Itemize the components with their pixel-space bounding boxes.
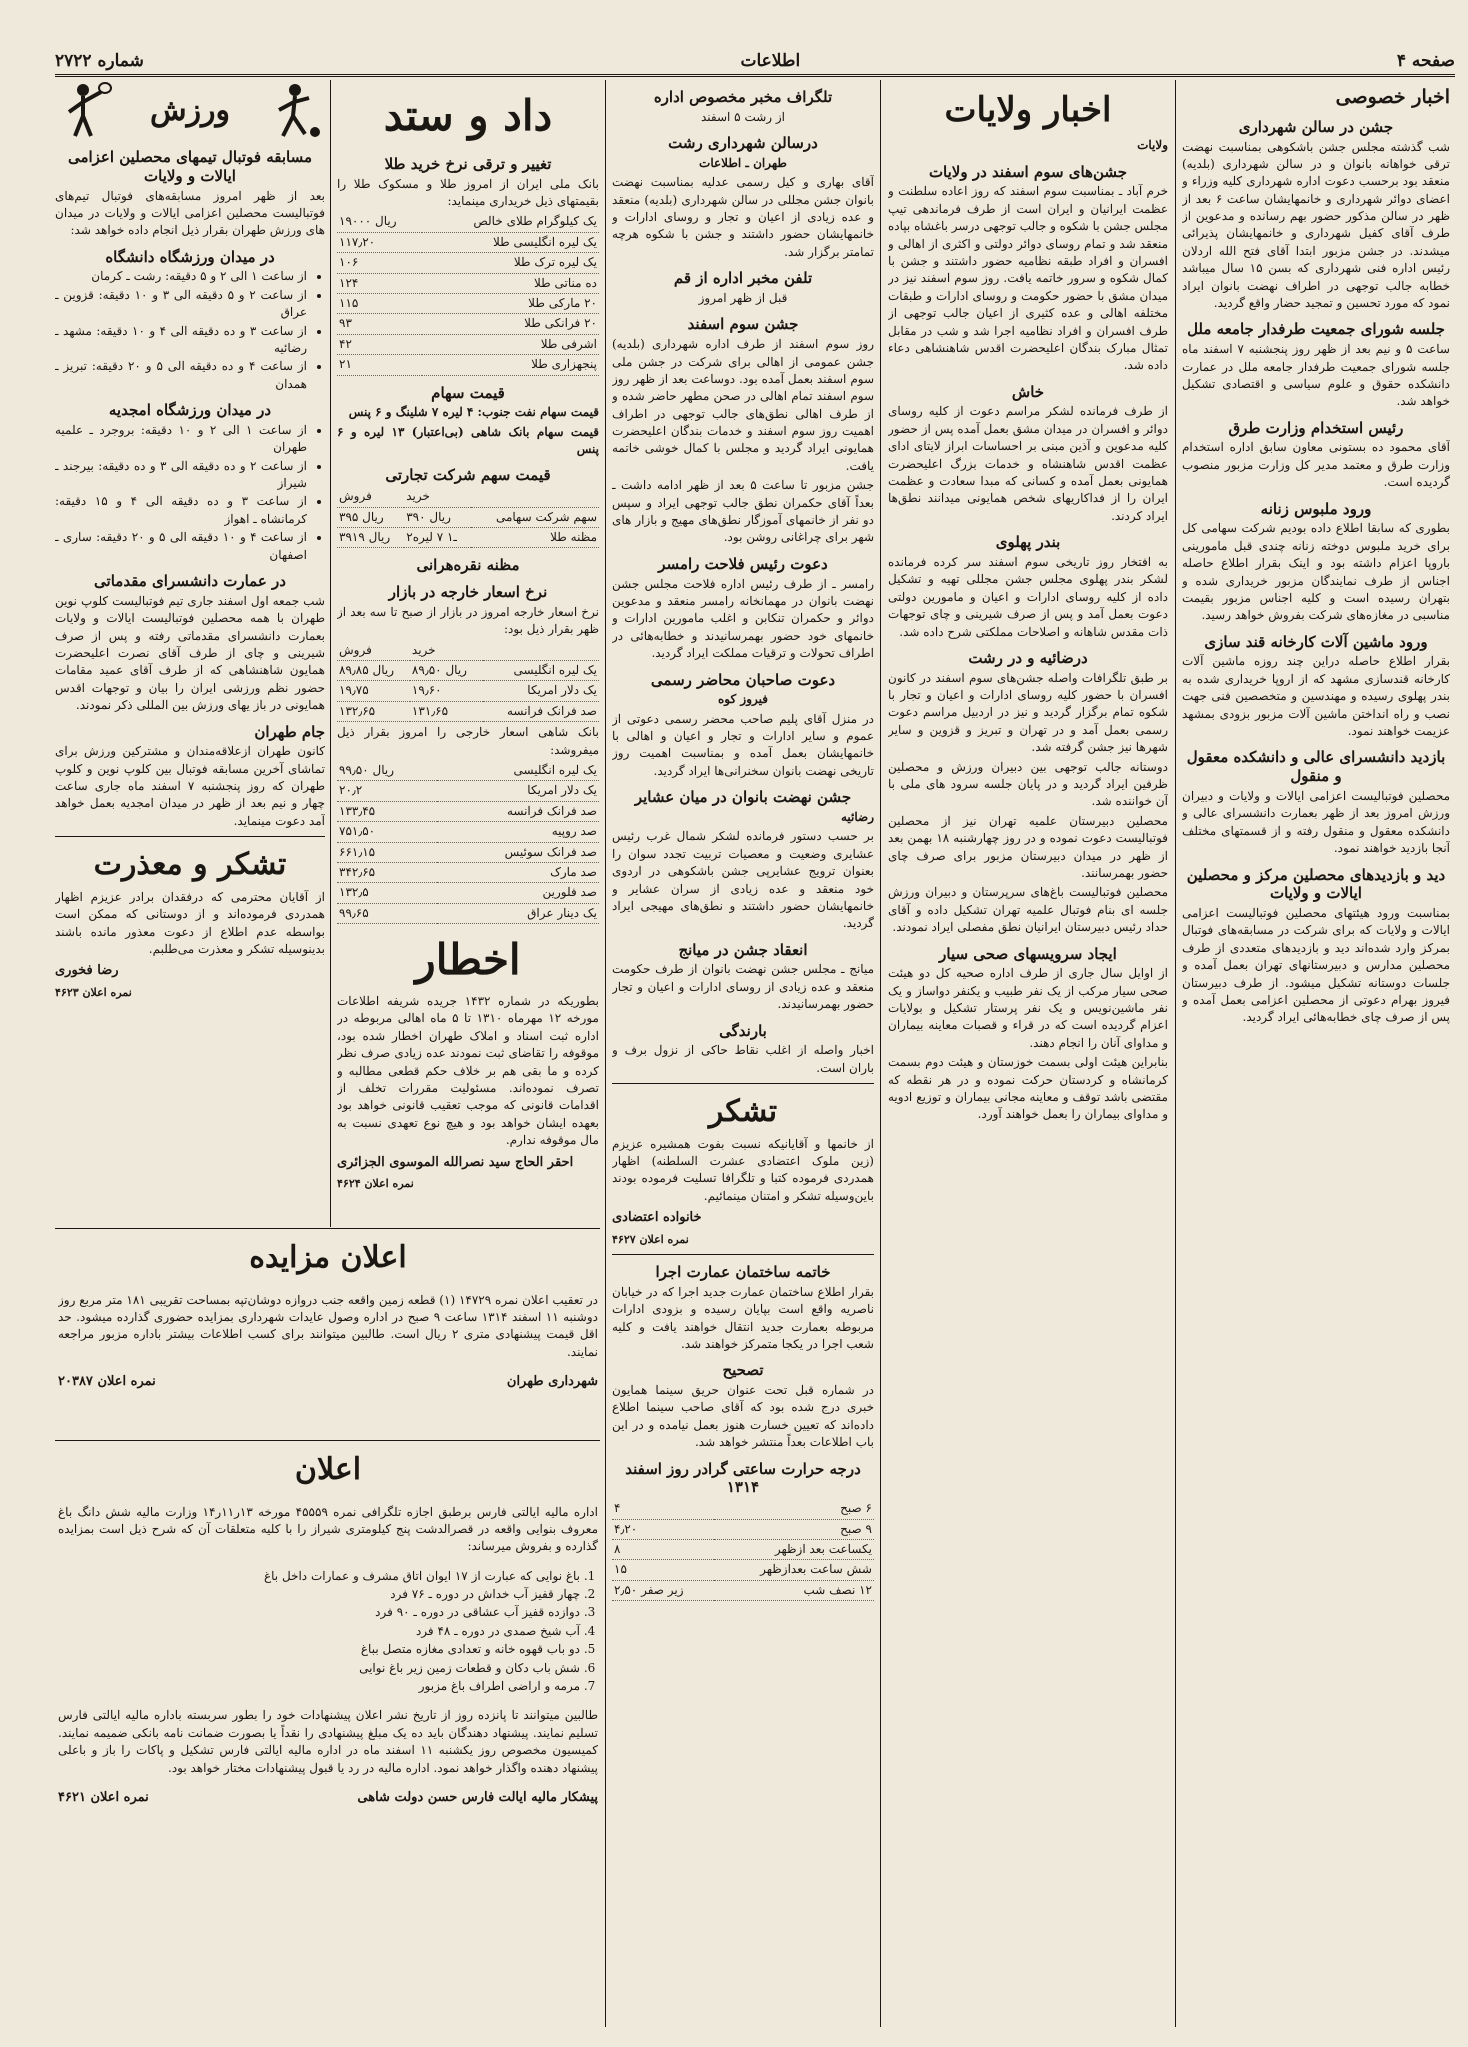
gold-row	[337, 293, 599, 313]
article-body: شب گذشته مجلس جشن باشکوهی بمناسبت نهضت ترقی خواهانه بانوان و در سالن شهرداری (بلدیه) منعقد بود برحسب دعوت اداره شهرداری کلیه وزراء و اعضای دوائر شهرداری و خانمهایشان ساعت ۶ بعد از ظهر در سالن مذکور حضور بهم رسانده و مدعوین از طرف آقای کفیل شهرداری و خانمهایشان پذیرائی میشدند. در جشن مزبور ابتدا آقای فتح الله اردلان رئیس اداره فنی شهرداری که بسن ۱۵ سال میباشد خطابه جالب توجهی در اطراف نهضت بانوان ایراد نمود که مورد تحسین و تمجید حضار واقع گردید.	[1182, 139, 1450, 311]
sell-price: ۲۰٫۲	[337, 781, 437, 801]
article-body: بعد از ظهر امروز مسابقه‌های فوتبال تیم‌های فوتبالیست محصلین اعزامی ایالات و ولایات در میدان های ورزش طهران بقرار ذیل انجام داده خواهد شد:	[55, 188, 325, 238]
trade-row	[337, 528, 599, 548]
article-body: طالبین میتوانند تا پانزده روز از تاریخ نشر اعلان پیشنهادات خود را بطور سربسته باداره مالیه ایالتی فارس تسلیم نمایند. پیشنهاد دهندگان باید ده یک مبلغ پیشنهادی را نقداً یا بصورت ضمانت نامه بانکی ضمیمه نمایند. کمیسیون مخصوص روز یکشنبه ۱۱ اسفند ماه در اداره مالیه ایالتی فارس تشکیل و پاکات را باز و باعلی پیشنهاد دهنده واگذار خواهد نمود. اداره مالیه در رد یا قبول پیشنهادات مختار خواهد بود.	[58, 1708, 598, 1775]
bank-rate-row	[337, 903, 599, 923]
sell-header: فروش	[337, 641, 410, 661]
sell-price: ۱۹٫۷۵	[337, 681, 410, 701]
article-body: اخبار واصله از اغلب نقاط حاکی از نزول برف و باران است.	[612, 1043, 874, 1075]
match-item: • از ساعت ۲ و ۵ دقیقه الی ۳ و ۱۰ دقیقه: قزوین ـ عراق	[55, 287, 307, 322]
headline: در میدان ورزشگاه دانشگاه	[105, 247, 275, 266]
bank-rate-row	[337, 883, 599, 903]
headline: نرخ اسعار خارجه در بازار	[388, 583, 548, 602]
buy-header: خرید	[410, 641, 483, 661]
buy-price: ۱۳۱٫۶۵	[410, 701, 483, 721]
item-name: ۲۰ فرانکی طلا	[422, 314, 599, 334]
signature: پیشکار مالیه ایالت فارس حسن دولت شاهی	[357, 1789, 598, 1805]
temperature-row	[612, 1580, 874, 1600]
signature: احقر الحاج سید نصرالله الموسوی الجزائری	[337, 1154, 574, 1170]
divider	[55, 1228, 600, 1229]
fx-rate-table	[337, 641, 599, 723]
headline: جشن سوم اسفند	[687, 315, 799, 334]
item-price: ۱۹۰۰۰ ریال	[337, 212, 422, 232]
time-label: ۹ صبح	[714, 1519, 874, 1539]
headline: دعوت صاحبان محاضر رسمی	[650, 670, 836, 689]
article-body: جشن مزبور تا ساعت ۵ بعد از ظهر ادامه داشت ـ بعداً آقای حکمران نطق جالب توجهی ایراد و سپس دو نفر از خانمهای آموزگار نطق‌های مهیج و بازار های شهر برای چراغانی روشن بود.	[612, 478, 874, 545]
temperature-value: ۲٫۵۰ زیر صفر	[612, 1580, 714, 1600]
headline: بازدید دانشسرای عالی و دانشکده معقول و منقول	[1186, 748, 1446, 786]
headline: قیمت سهام	[431, 383, 505, 402]
property-list	[58, 1568, 580, 1696]
headline: تلفن مخبر اداره از قم	[673, 269, 813, 288]
article-body: از آقایان محترمی که درفقدان برادر عزیزم اظهار همدردی فرموده‌اند و از دوستانی که ممکن است بواسطه عدم اطلاع از دعوت معذور مانده باشند بدینوسیله تشکر و معذرت می‌طلبم.	[55, 889, 325, 956]
fx-row	[337, 701, 599, 721]
article-body: در تعقیب اعلان نمره ۱۴۷۲۹ (۱) قطعه زمین واقعه جنب دروازه دوشان‌تپه بمساحت تقریبی ۱۸۱ متر مربع روز دوشنبه ۱۱ اسفند ۱۳۱۴ ساعت ۹ صبح در اداره وصول عایدات شهرداری بمزایده حضوری گذارده میشود. حد اقل قیمت پیشنهادی متری ۲ ریال است. طالبین میتوانند برای کسب اطلاعات بیشتر باداره مزبور مراجعه نمایند.	[58, 1292, 598, 1359]
notice-number: نمره اعلان ۴۶۲۷	[612, 1233, 689, 1247]
article-body: میانج ـ مجلس جشن نهضت بانوان از طرف حکومت منعقد و عده زیادی از روسای ادارات و اعیان و تجار حضور بهمرسانیدند.	[612, 962, 874, 1012]
currency-name: صد فرانک سوئیس	[437, 842, 599, 862]
item-price: ۹۳	[337, 314, 422, 334]
headline: دید و بازدیدهای محصلین مرکز و محصلین ایالات و ولایات	[1186, 865, 1446, 903]
trade-row	[337, 507, 599, 527]
share-price: قیمت سهام نفت جنوب: ۴ لیره ۷ شلینگ و ۶ پنس	[348, 405, 599, 420]
item-price: ۱۱۵	[337, 293, 422, 313]
article-body: بقرار اطلاع ساختمان عمارت جدید اجرا که در خیابان ناصریه واقع است بپایان رسیده و بزودی ادارات مربوطه بعمارت جدید انتقال خواهند یافت و کلیه شعب اجرا در یکجا متمرکز خواهند شد.	[612, 1284, 874, 1351]
divider	[612, 1083, 874, 1084]
buy-price: ۳۹۰ ریال	[404, 507, 471, 527]
bank-rate-row	[337, 761, 599, 781]
property-item: 2. چهار قفیز آب خداش در دوره ـ ۷۶ فرد	[58, 1586, 580, 1603]
sell-price: ۱۳۳٫۴۵	[337, 801, 437, 821]
signature: رضا فخوری	[55, 963, 119, 979]
column-rule	[1175, 80, 1176, 2027]
section-header: اخبار ولایات	[944, 90, 1112, 130]
gold-row	[337, 232, 599, 252]
column-rule	[880, 80, 881, 2027]
notice-footer	[58, 1789, 598, 1808]
temperature-value: ۱۵	[612, 1560, 714, 1580]
headline: قیمت سهم شرکت تجارتی	[385, 466, 551, 485]
dateline: قبل از ظهر امروز	[698, 290, 788, 305]
item-price: ۲۱	[337, 355, 422, 375]
item-name: ده مناتی طلا	[422, 273, 599, 293]
item-name: یک لیره انگلیسی طلا	[422, 232, 599, 252]
headline: بندر پهلوی	[995, 533, 1061, 552]
fx-row	[337, 681, 599, 701]
article-body: از اوایل سال جاری از طرف اداره صحیه کل دو هیئت صحی سیار مرکب از یک نفر طبیب و یکنفر دواساز و یک نفر ماشین‌نویس و یک نفر پرستار تشکیل و بولایات اعزام گردیده است که در قراء و قصبات معاینه بیماران و مداوای آنان را انجام دهند.	[888, 966, 1168, 1050]
article-body: بر حسب دستور فرمانده لشکر شمال غرب رئیس عشایری وضعیت و معصیات تربیت تجدد سوان را بعنوان ترویج عشایرپی جشن باشکوهی در اردوی خود منعقد و عده زیادی از سران عشایر و خانمهایشان حضور داشتند و نطق‌های مهیجی ایراد گردید.	[612, 829, 874, 931]
notice-number: نمره اعلان ۴۶۲۱	[58, 1789, 149, 1805]
signature: شهرداری طهران	[506, 1374, 598, 1390]
headline: جشن در سالن شهرداری	[1238, 117, 1394, 136]
section-subheader: ولایات	[1137, 138, 1168, 153]
property-item: 7. مرمه و اراضی اطراف باغ مزبور	[58, 1678, 580, 1695]
temperature-table	[612, 1499, 874, 1601]
article-body: رامسر ـ از طرف رئیس اداره فلاحت مجلس جشن نهضت بانوان در مهمانخانه رامسر منعقد و مدعوین دوائر و حکمران تنکابن و اغلب مامورین ادارات و خانمهای خود حضور بهمرسانیدند و خطابه‌هائی در اطراف تحولات و ترقیات مملکت ایراد گردید.	[612, 576, 874, 661]
item-name	[483, 641, 599, 661]
item-price: ۱۱۷٫۲۰	[337, 232, 422, 252]
column-sports	[55, 80, 325, 1225]
article-body: از طرف فرمانده لشکر مراسم دعوت از کلیه روسای دوائر و افسران در میدان مشق بعمل آمده پس از حضور کلیه مدعوین و آذین مبنی بر احساسات ابراز لایتای ادای عظمت اقدس شاهنشاه و خدمات بزرگ اعلیحضرت همایونی بعمل آمده و کسانی که مبدا سعادت و عظمت ایران را از فداکاریهای شخص همایونی میدانند نطق‌ها ایراد کردند.	[888, 404, 1168, 523]
match-item: • از ساعت ۴ و ده دقیقه الی ۵ و ۲۰ دقیقه: تبریز ـ همدان	[55, 358, 307, 393]
item-name: پنجهزاری طلا	[422, 355, 599, 375]
headline: خاتمه ساختمان عمارت اجرا	[655, 1263, 831, 1281]
divider	[55, 836, 325, 837]
subheadline: طهران ـ اطلاعات	[699, 155, 787, 170]
temperature-value: ۴٫۲۰	[612, 1519, 714, 1539]
notice-footer	[58, 1373, 598, 1392]
headline: جشن نهضت بانوان در میان عشایر	[634, 788, 852, 807]
headline: مسابقه فوتبال تیمهای محصلین اعزامی ایالات و ولایات	[67, 148, 313, 185]
headline: خاش	[1011, 382, 1045, 401]
gold-row	[337, 253, 599, 273]
column-telegraph	[612, 80, 874, 2027]
notice-number: نمره اعلان ۴۶۲۳	[55, 986, 132, 1000]
auction-title: اعلان مزایده	[249, 1240, 407, 1275]
match-list	[55, 268, 307, 393]
time-label: شش ساعت بعدازظهر	[714, 1560, 874, 1580]
gold-row	[337, 273, 599, 293]
item-name: یک لیره ترک طلا	[422, 253, 599, 273]
sell-price: ۷۵۱٫۵۰	[337, 822, 437, 842]
gold-row	[337, 355, 599, 375]
property-item: 3. دوازده قفیز آب عشاقی در دوره ـ ۹۰ فرد	[58, 1604, 580, 1621]
item-name: مظنه طلا	[471, 528, 599, 548]
section-header: اخبار خصوصی	[1335, 86, 1450, 108]
match-item: • از ساعت ۲ و ده دقیقه الی ۳ و ده دقیقه: بیرجند ـ شیراز	[55, 458, 307, 493]
sell-price: ۱۳۲٫۵	[337, 883, 437, 903]
headline: در میدان ورزشگاه امجدیه	[108, 401, 272, 420]
temperature-row	[612, 1560, 874, 1580]
time-label: ۶ صبح	[714, 1499, 874, 1519]
notice-number: نمره اعلان ۲۰۳۸۷	[58, 1374, 156, 1390]
temperature-row	[612, 1499, 874, 1519]
article-body: از خانمها و آقایانیکه نسبت بفوت همشیره عزیزم (زین ملوک اعتضادی عشرت السلطنه) اظهار همدردی فرموده کتبا و تلگرافا تسلیت فرموده بودند باین‌وسیله تشکر و امتنان مینمائیم.	[612, 1136, 874, 1203]
item-name: سهم شرکت سهامی	[471, 507, 599, 527]
currency-name: صد فلورین	[437, 883, 599, 903]
currency-name: یک لیره انگلیسی	[437, 761, 599, 781]
warning-title: اخطار	[415, 935, 521, 985]
auction-notice	[58, 1234, 598, 1434]
signature: خانواده اعتضادی	[612, 1210, 702, 1226]
currency-name: یک دینار عراق	[437, 903, 599, 923]
buy-header: خرید	[404, 487, 471, 507]
currency-name: صد روپیه	[437, 822, 599, 842]
match-item: • از ساعت ۱ الی ۲ و ۱۰ دقیقه: بروجرد ـ علمیه طهران	[55, 422, 307, 457]
article-body: روز سوم اسفند از طرف اداره شهرداری (بلدیه) جشن عمومی از اهالی برای شرکت در جشن ملی سوم اسفند بعمل آمده بود. دوساعت بعد از ظهر روز سوم اسفند تمام اهالی در صحن مطهر حاضر شده و از طرف اهالی نطق‌های جالب توجهی در اطراف اهمیت روز سوم اسفند و خدمات بندگان اعلیحضرت همایونی ایراد گردید و مجلس با کمال خوشی خاتمه یافت.	[612, 337, 874, 473]
notice-number: نمره اعلان ۴۶۲۴	[337, 1177, 414, 1191]
item-price: ۴۲	[337, 334, 422, 354]
sell-price: ۹۹٫۶۵	[337, 903, 437, 923]
headline: بارندگی	[719, 1021, 767, 1040]
article-body: بانک شاهی اسعار خارجی را امروز بقرار ذیل میفروشد:	[337, 725, 599, 757]
trade-header-row	[337, 487, 599, 507]
currency-name: صد فرانک فرانسه	[437, 801, 599, 821]
match-item: • از ساعت ۳ و ده دقیقه الی ۴ و ۱۰ دقیقه: مشهد ـ رضائیه	[55, 323, 307, 358]
gold-price-table	[337, 212, 599, 375]
match-item: • از ساعت ۴ و ۱۰ دقیقه الی ۵ و ۲۰ دقیقه: ساری ـ اصفهان	[55, 529, 307, 564]
match-item: • از ساعت ۳ و ده دقیقه الی ۴ و ۱۵ دقیقه: کرمانشاه ـ اهواز	[55, 493, 307, 528]
paper-name: اطلاعات	[740, 51, 801, 71]
gold-row	[337, 334, 599, 354]
article-body: محصلین فوتبالیست اعزامی ایالات و ولایات و دبیران ورزش امروز بعد از ظهر بعمارت دانشسرای عالی و دانشکده معقول و منقول رفته و از قسمتهای مختلف آنجا بازدید خواهند نمود.	[1182, 788, 1450, 856]
section-title: داد و ستد	[383, 91, 553, 140]
headline: رئیس استخدام وزارت طرق	[1228, 418, 1404, 437]
issue-number: شماره ۲۷۲۲	[55, 51, 144, 71]
headline: در عمارت دانشسرای مقدماتی	[94, 572, 286, 591]
column-private-news	[1182, 80, 1450, 2027]
tennis-player-icon	[55, 82, 115, 140]
item-name	[471, 487, 599, 507]
article-body: خرم آباد ـ بمناسبت سوم اسفند که روز اعاده سلطنت و عظمت ایرانیان و ایران است از طرف فرماندهی تیپ مجلس جشن با شکوه و جالب توجهی درسر باغشاه بپاده منعقد شد و تمام روسای دوائر دولتی و اکثری از اهالی و افسران و افراد طبقه نظامیه حضور داشتند و جشن با کمال شکوه و سرور خاتمه یافت. روز سوم اسفند نیز در میدان مشق با حضور حکومت و روسای ادارات و طبقات مختلفه اهالی و عده کثیری از اعیان جالب توجهی از طرف افسران و افراد نظامیه اجرا شد و شب در مقابل تمثال مبارک بندگان اعلیحضرت اقدس شاهنشاهی دعاء داده شد.	[888, 184, 1168, 373]
share-price: قیمت سهام بانک شاهی (بی‌اعتبار) ۱۳ لیره و ۶ پنس	[337, 424, 599, 457]
buy-price: ۲ـ۱ ۷ لیره	[404, 528, 471, 548]
article-body: آقای محمود ده بستونی معاون سابق اداره استخدام وزارت طرق و معتمد مدیر کل وزارت مزبور منصوب گردیده است.	[1182, 440, 1450, 490]
bank-rate-table	[337, 761, 599, 924]
item-price: ۱۲۴	[337, 273, 422, 293]
match-item: • از ساعت ۱ الی ۲ و ۵ دقیقه: رشت ـ کرمان	[55, 268, 307, 285]
sell-price: ۳۹۵ ریال	[337, 507, 404, 527]
gold-row	[337, 212, 599, 232]
fars-announcement	[58, 1446, 598, 2026]
match-list	[55, 422, 307, 564]
sports-title: ورزش	[149, 93, 231, 129]
temperature-title: درجه حرارت ساعتی گرادر روز اسفند ۱۳۱۴	[625, 1459, 861, 1497]
headline: ورود ملبوس زنانه	[1260, 499, 1372, 518]
dateline: از رشت ۵ اسفند	[700, 109, 786, 124]
bank-rate-row	[337, 862, 599, 882]
article-body: بمناسبت ورود هیئتهای محصلین فوتبالیست اعزامی ایالات و ولایات که برای شرکت در مسابقه‌های فوتبال بمرکز وارد شده‌اند دید و بازدیدهای متعددی از طرف محصلین مدارس و دبیرستانهای تهران بعمل آمده و جلسات دوستانه تشکیل میشود. از طرف دبیرستان فیروز بهرام دعوتی از محصلین اعزامی بعمل آمده و پس از صرف چای خطابه‌هائی ایراد گردید.	[1182, 906, 1450, 1025]
sell-header: فروش	[337, 487, 404, 507]
temperature-row	[612, 1519, 874, 1539]
property-item: 6. شش باب دکان و قطعات زمین زیر باغ نوایی	[58, 1660, 580, 1677]
buy-price: ۱۹٫۶۰	[410, 681, 483, 701]
trade-price-table	[337, 487, 599, 548]
currency-name: یک دلار امریکا	[437, 781, 599, 801]
headline: ایجاد سرویسهای صحی سیار	[939, 944, 1117, 963]
article-body: محصلین فوتبالیست باغ‌های سرپرستان و دبیران ورزش جلسه ای بنام فوتبال علمیه تهران تشکیل داده و آقای حداد رئیس دبیرستان ایرانیان نطق مفصلی ایراد نمودند.	[888, 885, 1168, 935]
divider	[612, 1254, 874, 1255]
sell-price: ۳۹۱۹ ریال	[337, 528, 404, 548]
currency-name: صد فرانک فرانسه	[483, 701, 599, 721]
bank-rate-row	[337, 822, 599, 842]
currency-name: یک دلار امریکا	[483, 681, 599, 701]
sports-banner	[55, 82, 325, 140]
bank-rate-row	[337, 801, 599, 821]
sell-price: ۸۹٫۸۵ ریال	[337, 661, 410, 681]
currency-name: صد مارک	[437, 862, 599, 882]
article-body: محصلین دبیرستان علمیه تهران نیز از محصلین فوتبالیست دعوت نموده و در روز چهارشنبه ۱۸ بهمن بعد از ظهر در میدان دبیرستان مزبور برای صرف چای حضور بهمرسانند.	[888, 813, 1168, 880]
headline: جلسه شورای جمعیت طرفدار جامعه ملل	[1187, 320, 1445, 339]
item-name: ۲۰ مارکی طلا	[422, 293, 599, 313]
column-rule	[330, 80, 331, 1227]
article-body: بقرار اطلاع حاصله دراین چند روزه ماشین آلات کارخانه قندسازی مشهد که از اروپا خریداری شده به بندر پهلوی رسیده و مهندسین و متخصصین فنی جهت نصب و راه انداختن ماشین آلات مزبور بزودی بمشهد عزیمت خواهند نمود.	[1182, 654, 1450, 739]
sell-price: ۱۳۲٫۶۵	[337, 701, 410, 721]
item-price: ۱۰۶	[337, 253, 422, 273]
temperature-value: ۸	[612, 1539, 714, 1559]
headline: تغییر و ترقی نرخ خرید طلا	[384, 154, 552, 173]
bank-rate-row	[337, 842, 599, 862]
bank-rate-row	[337, 781, 599, 801]
article-body: در شماره قبل تحت عنوان حریق سینما همایون خبری درج شده بود که آقای صاحب سینما اطلاع داده‌اند که تعیین خسارت هنوز بعمل نیامده و در این باب اطلاعات بعداً منتشر خواهد شد.	[612, 1383, 874, 1450]
temperature-value: ۴	[612, 1499, 714, 1519]
sell-price: ۳۴۲٫۶۵	[337, 862, 437, 882]
temperature-row	[612, 1539, 874, 1559]
headline: جام طهران	[254, 722, 325, 741]
fx-header-row	[337, 641, 599, 661]
article-body: به افتخار روز تاریخی سوم اسفند سر کرده فرمانده لشکر بندر پهلوی مجلس جشن مجللی تهیه و تشکیل داده از کلیه روسای ادارات و اعیان و مامورین دولتی دعوت بعمل آمد و پس از صرف شیرینی و چای توجهات ذات مقدس شاهانه و اصلاحات مملکتی شرح داده شد.	[888, 554, 1168, 639]
headline: ورود ماشین آلات کارخانه قند سازی	[1204, 632, 1428, 651]
masthead	[55, 48, 1455, 77]
divider	[55, 1440, 600, 1441]
article-body: کانون طهران ازعلاقه‌مندان و مشترکین ورزش برای تماشای آخرین مسابقه فوتبال بین کلوپ نوین و کلوپ طهران که روز پنجشنبه ۷ اسفند ماه جاری ساعت چهار و نیم بعد از ظهر در میدان امجدیه بعمل خواهد آمد دعوت مینماید.	[55, 744, 325, 828]
football-player-icon	[265, 82, 325, 140]
subheadline: فیروز کوه	[718, 692, 768, 707]
time-label: ۱۲ نصف شب	[714, 1580, 874, 1600]
announcement-title: اعلان	[294, 1452, 362, 1487]
sell-price: ۶۶۱٫۱۵	[337, 842, 437, 862]
property-item: 5. دو باب قهوه خانه و تعدادی مغازه متصل بباغ	[58, 1641, 580, 1658]
page-number: صفحه ۴	[1396, 51, 1455, 71]
column-exchange	[337, 80, 599, 1225]
currency-name: یک لیره انگلیسی	[483, 661, 599, 681]
article-body: نرخ اسعار خارجه امروز در بازار از صبح تا سه بعد از ظهر بقرار ذیل بود:	[337, 604, 599, 637]
article-body: شب جمعه اول اسفند جاری تیم فوتبالیست کلوپ نوین طهران با همه محصلین فوتبالیست ایالات و ولایات بعمارت دانشسرای مقدماتی رفته و پس از صرف شیرینی و چای از طرف آقای نصرت اعلیحضرت همایون شاهنشاهی که از طرف آقای عمید مقامات حضور نظم ورزشی ایران را بیان و توجهات اقدس همایونی در باز یهای ورزش بین المللی ذکر نمودند.	[55, 593, 325, 713]
fx-row	[337, 661, 599, 681]
article-body: دوستانه جالب توجهی بین دبیران ورزش و محصلین ظرفین ایراد گردید و در پایان جلسه سرود های ملی با آن خواننده شد.	[888, 759, 1168, 809]
article-body: بر طبق تلگرافات واصله جشن‌های سوم اسفند در کانون افسران با حضور کلیه روسای ادارات و اعیان و تجار با شکوه تمام برگزار گردید و نیز در اردبیل مراسم دعوت رسمی بعمل آمد و در تهران و تبریز و قزوین و سایر شهرها نیز جشن گرفته شد.	[888, 670, 1168, 755]
buy-price: ۸۹٫۵۰ ریال	[410, 661, 483, 681]
headline: جشن‌های سوم اسفند در ولایات	[928, 162, 1128, 181]
article-body: بانک ملی ایران از امروز طلا و مسکوک طلا را بقیمتهای ذیل خریداری مینماید:	[337, 176, 599, 209]
headline: تصحیح	[722, 1361, 764, 1380]
thanks-title: تشکر و معذرت	[93, 847, 287, 883]
article-body: بنابراین هیئت اولی بسمت خوزستان و هیئت دوم بسمت کرمانشاه و کردستان حرکت نموده و در هر نقطه که مقتضی باشد توقف و معاینه مجانی بیماران و توزیع ادویه و مداوای بیماران را بعمل خواهند آورد.	[888, 1055, 1168, 1122]
article-body: اداره مالیه ایالتی فارس برطبق اجازه تلگرافی نمره ۴۵۵۵۹ مورخه ۱۳ر۱۱ر۱۴ وزارت مالیه شش دانگ باغ معروف بنوایی واقعه در قصرالدشت پنج کیلومتری شیراز را با کلیه متعلقات آن که شرح ذیل است بمزایده گذارده و بفروش میرساند:	[58, 1504, 598, 1554]
article-body: در منزل آقای پلیم صاحب محضر رسمی دعوتی از عموم و سایر ادارات و تجار و اعیان و اهالی با خانمهایشان بعمل آمده و بمناسبت اهمیت روز تاریخی نهضت بانوان سخنرانی‌ها ایراد گردید.	[612, 711, 874, 778]
column-provinces	[888, 80, 1168, 2027]
headline: دعوت رئیس فلاحت رامسر	[658, 554, 828, 573]
headline: درسالن شهرداری رشت	[668, 134, 818, 153]
item-name: اشرفی طلا	[422, 334, 599, 354]
headline: درضائیه و در رشت	[968, 648, 1088, 667]
property-item: 4. آب شیخ صمدی در دوره ـ ۴۸ فرد	[58, 1623, 580, 1640]
time-label: یکساعت بعد ازظهر	[714, 1539, 874, 1559]
article-body: بطوری که سابقا اطلاع داده بودیم شرکت سهامی کل برای خرید ملبوس دوخته زنانه چندی قبل مامورینی باروپا اعزام داشته بود و اینک بقرار اطلاع حاصله اجناس از طرف نمایندگان مزبور خریداری شده و بتهران رسیده است و کلیه اجناس مزبور بقیمت مناسبی در مغازه‌های شرکت بفروش خواهد رسید.	[1182, 521, 1450, 623]
sell-price: ۹۹٫۵۰ ریال	[337, 761, 437, 781]
article-body: بطوریکه در شماره ۱۴۳۲ جریده شریفه اطلاعات مورخه ۱۲ مهرماه ۱۳۱۰ تا ۵ ماه اهالی مربوطه در اداره ثبت اسناد و املاک طهران اخطار شده بود، موقوفه را تقاضای ثبت نمودند عده زیادی صرف نظر کرده و ما بقی هم بر خلاف حکم قطعی مطالبه و تصرف نموده‌اند. مسئولیت مقررات تخلف از اقدامات قانونی که موجب تعقیب قانونی خواهد بود بعهده ایشان خواهد بود و هیچ نوع تعهدی نسبت به مال موقوفه ندارم.	[337, 994, 599, 1148]
gold-row	[337, 314, 599, 334]
section-header: تلگراف مخبر مخصوص اداره	[653, 88, 833, 106]
column-rule	[605, 80, 606, 2027]
subheadline: رضائیه	[840, 809, 874, 824]
item-name: یک کیلوگرام طلای خالص	[422, 212, 599, 232]
article-body: ساعت ۵ و نیم بعد از ظهر روز پنجشنبه ۷ اسفند ماه جلسه شورای جمعیت طرفدار جامعه ملل در عمارت دانشکده حقوق و علوم سیاسی و اقتصادی تشکیل خواهد شد.	[1182, 342, 1450, 409]
headline: انعقاد جشن در میانج	[678, 940, 808, 959]
property-item: 1. باغ نوایی که عبارت از ۱۷ ایوان اتاق مشرف و عمارات داخل باغ	[58, 1568, 580, 1585]
article-body: آقای بهاری و کیل رسمی عدلیه بمناسبت نهضت بانوان جشن مجللی در سالن شهرداری (بلدیه) منعقد و عده زیادی از اعیان و تجار و روسای ادارات و خانمهایشان حضور داشتند و جشن با شکوه هرچه تمامتر برگزار شد.	[612, 175, 874, 259]
headline: مظنه نقره‌هرانی	[416, 556, 520, 575]
thanks-title: تشکر	[708, 1094, 778, 1130]
